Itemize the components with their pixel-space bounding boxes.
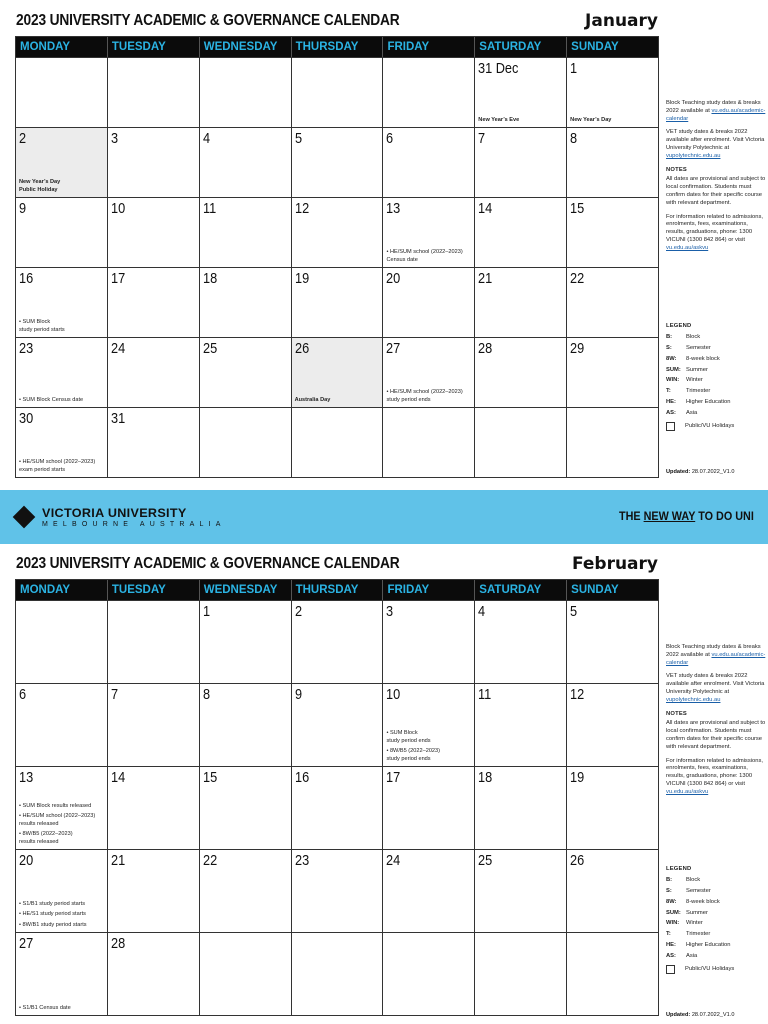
day-number: 8 (570, 130, 578, 147)
month-name: January (585, 11, 658, 31)
day-cell (567, 268, 658, 337)
week-row (16, 57, 658, 127)
day-cell (567, 850, 658, 932)
day-number: 31 (110, 410, 126, 427)
legend-value: Summer (686, 366, 708, 373)
week-row (16, 600, 658, 683)
day-number: 18 (202, 270, 217, 287)
tagline (619, 509, 754, 523)
legend-key: T: (666, 931, 671, 938)
legend-value: Semester (686, 888, 711, 895)
vu-logo-icon (13, 506, 36, 529)
day-cell (475, 601, 567, 683)
day-cell (16, 338, 108, 407)
legend-value: Block (686, 877, 701, 884)
event-note: • 8W/B5 (2022–2023) results released (19, 831, 73, 845)
holiday-label: Australia Day (294, 396, 331, 403)
empty-day-cell (108, 58, 200, 127)
calendar-february (0, 543, 768, 1024)
day-cell (475, 198, 567, 267)
day-cell (292, 338, 384, 407)
day-number: 3 (110, 130, 118, 147)
day-cell (16, 933, 108, 1015)
day-cell (567, 128, 658, 197)
day-cell (16, 767, 108, 849)
empty-day-cell (292, 58, 384, 127)
legend-value: Trimester (686, 931, 711, 938)
week-row (16, 197, 658, 267)
block-teaching-info (666, 644, 766, 667)
sidebar-info (666, 100, 766, 259)
weekday-wednesday: WEDNESDAY (200, 580, 292, 600)
day-number: 2 (294, 603, 302, 620)
day-number: 9 (294, 686, 302, 703)
day-number: 25 (478, 852, 493, 869)
legend-value: Block (686, 334, 701, 341)
weekday-friday: FRIDAY (383, 37, 475, 57)
day-number: 11 (202, 200, 216, 217)
sidebar-info (666, 644, 766, 803)
contact-text: For information related to admissions, enrolments, fees, examinations, results, graduations, phone: 1300 VICUNI (1300 842 864) or visit (666, 757, 763, 787)
day-events (19, 456, 105, 474)
day-number: 17 (110, 270, 126, 287)
block-teaching-info (666, 100, 766, 123)
weekday-thursday: THURSDAY (292, 580, 384, 600)
legend-value: Semester (686, 345, 711, 352)
holiday-swatch-icon (666, 422, 675, 431)
legend-item (666, 354, 766, 365)
day-number: 26 (294, 340, 309, 357)
event-note: • 8W/B1 study period starts (19, 921, 87, 928)
empty-day-cell (292, 933, 384, 1015)
block-teaching-text: Block Teaching study dates & breaks 2022 available at (666, 100, 761, 114)
weekday-monday: MONDAY (16, 37, 108, 57)
day-number: 16 (294, 769, 309, 786)
contact-info (666, 758, 766, 797)
day-cell (475, 268, 567, 337)
day-number: 10 (110, 200, 126, 217)
day-cell (567, 684, 658, 766)
day-number: 24 (110, 340, 126, 357)
legend-value: Higher Education (686, 942, 731, 949)
day-cell (108, 128, 200, 197)
day-events (19, 1002, 105, 1012)
empty-day-cell (108, 601, 200, 683)
legend (666, 866, 766, 975)
empty-day-cell (475, 933, 567, 1015)
notes-text: All dates are provisional and subject to local confirmation. Students must confirm dates for their specific course with relevant department. (666, 176, 766, 206)
day-cell (200, 601, 292, 683)
day-cell (475, 850, 567, 932)
day-number: 30 (19, 410, 34, 427)
legend-value: 8-week block (686, 898, 720, 905)
legend-key: S: (666, 888, 672, 895)
legend-key: 8W: (666, 898, 677, 905)
legend-key: 8W: (666, 355, 677, 362)
day-number: 16 (19, 270, 34, 287)
day-cell (200, 684, 292, 766)
day-number: 6 (386, 130, 394, 147)
event-note: • SUM Block Census date (19, 396, 84, 403)
day-cell (567, 767, 658, 849)
day-cell (16, 198, 108, 267)
legend-item (666, 951, 766, 962)
legend-key: B: (666, 877, 673, 884)
day-number: 19 (294, 270, 309, 287)
event-note: • SUM Block results released (19, 802, 92, 809)
day-number: 24 (386, 852, 401, 869)
day-cell (292, 850, 384, 932)
day-cell (475, 767, 567, 849)
day-cell (108, 850, 200, 932)
event-note: • S1/B1 study period starts (19, 900, 86, 907)
legend-heading: LEGEND (666, 866, 692, 872)
updated-label: Updated: (666, 469, 691, 475)
day-number: 4 (202, 130, 210, 147)
day-events (19, 179, 105, 194)
day-number: 21 (478, 270, 493, 287)
day-events (19, 316, 105, 334)
notes-text: All dates are provisional and subject to local confirmation. Students must confirm dates for their specific course with relevant department. (666, 720, 766, 750)
weekday-monday: MONDAY (16, 580, 108, 600)
holiday-swatch-icon (666, 965, 675, 974)
day-events (295, 397, 381, 404)
day-number: 7 (478, 130, 486, 147)
day-number: 3 (386, 603, 394, 620)
day-number: 31 Dec (478, 60, 519, 77)
legend-value: Higher Education (686, 399, 731, 406)
weekday-saturday: SATURDAY (475, 580, 567, 600)
day-cell (567, 198, 658, 267)
legend-item (666, 408, 766, 419)
event-note: • HE/SUM school (2022–2023) exam period starts (19, 459, 96, 473)
day-cell (475, 128, 567, 197)
logo-name: VICTORIA UNIVERSITY (42, 506, 187, 520)
day-cell (567, 601, 658, 683)
day-events (386, 727, 472, 763)
day-cell (16, 684, 108, 766)
legend-item (666, 876, 766, 887)
legend-item (666, 365, 766, 376)
legend-key: SUM: (666, 366, 681, 373)
updated-stamp (666, 469, 734, 475)
tagline-highlight: NEW WAY (643, 509, 696, 523)
day-cell (383, 684, 475, 766)
empty-day-cell (475, 408, 567, 477)
legend-item (666, 887, 766, 898)
day-number: 2 (19, 130, 27, 147)
vet-text: VET study dates & breaks 2022 available after enrolment. Visit Victoria University Polytechnic at (666, 673, 765, 695)
notes-heading: NOTES (666, 710, 687, 717)
day-number: 14 (478, 200, 493, 217)
day-cell (475, 338, 567, 407)
day-number: 28 (110, 935, 126, 952)
legend-key: HE: (666, 942, 676, 949)
legend-value: Winter (686, 920, 703, 927)
legend-heading: LEGEND (666, 323, 692, 329)
updated-stamp (666, 1012, 734, 1018)
day-events (570, 117, 656, 124)
month-grid (15, 36, 659, 478)
legend-value: Summer (686, 909, 708, 916)
legend-value: Asia (686, 952, 698, 959)
day-cell (108, 767, 200, 849)
weekday-tuesday: TUESDAY (108, 37, 200, 57)
day-number: 7 (110, 686, 118, 703)
day-events (19, 394, 105, 404)
weekday-friday: FRIDAY (383, 580, 475, 600)
day-cell (292, 128, 384, 197)
day-events (19, 800, 105, 846)
day-cell (200, 338, 292, 407)
day-cell (16, 408, 108, 477)
day-cell (108, 684, 200, 766)
day-cell (292, 268, 384, 337)
day-number: 23 (294, 852, 309, 869)
contact-info (666, 214, 766, 253)
day-cell (475, 58, 567, 127)
day-number: 12 (570, 686, 585, 703)
holiday-label: New Year’s Eve (478, 116, 520, 123)
weekday-header (16, 37, 658, 57)
logo-subtitle: MELBOURNE AUSTRALIA (42, 521, 226, 528)
day-cell (16, 850, 108, 932)
legend-key: AS: (666, 952, 676, 959)
legend-item (666, 398, 766, 409)
weekday-sunday: SUNDAY (571, 584, 619, 596)
week-row (16, 766, 658, 849)
legend-item-holidays (666, 421, 766, 432)
day-cell (383, 268, 475, 337)
day-number: 23 (19, 340, 34, 357)
day-number: 25 (202, 340, 217, 357)
empty-day-cell (16, 601, 108, 683)
legend-item (666, 387, 766, 398)
legend-item (666, 376, 766, 387)
day-cell (108, 198, 200, 267)
day-cell (383, 850, 475, 932)
empty-day-cell (567, 933, 658, 1015)
legend-key: HE: (666, 399, 676, 406)
event-note: • HE/SUM school (2022–2023) study period ends (386, 389, 463, 403)
day-events (386, 246, 472, 264)
event-note: • SUM Block study period starts (19, 319, 65, 333)
legend-key: SUM: (666, 909, 681, 916)
legend-item (666, 919, 766, 930)
calendar-title: 2023 UNIVERSITY ACADEMIC & GOVERNANCE CALENDAR (16, 555, 400, 572)
day-number: 11 (478, 686, 492, 703)
day-cell (200, 767, 292, 849)
weekday-wednesday: WEDNESDAY (200, 37, 292, 57)
day-cell (383, 338, 475, 407)
legend-value: Trimester (686, 388, 711, 395)
month-grid (15, 579, 659, 1016)
polytechnic-link[interactable]: vupolytechnic.edu.au (666, 152, 721, 159)
day-cell (475, 684, 567, 766)
day-number: 19 (570, 769, 585, 786)
askvu-link[interactable]: vu.edu.au/askvu (666, 788, 709, 795)
day-number: 8 (202, 686, 210, 703)
legend (666, 323, 766, 432)
university-banner (0, 490, 768, 544)
weekday-thursday: THURSDAY (292, 37, 384, 57)
day-cell (16, 128, 108, 197)
holiday-label: New Year’s Day (570, 116, 612, 123)
legend-item (666, 897, 766, 908)
day-number: 15 (570, 200, 585, 217)
notes-heading: NOTES (666, 166, 687, 173)
updated-label: Updated: (666, 1012, 691, 1018)
day-cell (292, 684, 384, 766)
day-number: 13 (19, 769, 34, 786)
legend-item (666, 930, 766, 941)
day-number: 18 (478, 769, 493, 786)
day-events (386, 386, 472, 404)
day-cell (567, 338, 658, 407)
day-events (478, 117, 564, 124)
day-number: 21 (110, 852, 126, 869)
empty-day-cell (383, 58, 475, 127)
tagline-post: TO DO UNI (695, 509, 754, 523)
week-row (16, 683, 658, 766)
day-number: 14 (110, 769, 126, 786)
day-cell (383, 128, 475, 197)
event-note: • HE/SUM school (2022–2023) results released (19, 813, 96, 827)
day-cell (292, 601, 384, 683)
day-number: 9 (19, 200, 27, 217)
week-row (16, 849, 658, 932)
updated-value: 28.07.2022_V1.0 (691, 1012, 735, 1018)
empty-day-cell (567, 408, 658, 477)
day-number: 26 (570, 852, 585, 869)
legend-value: 8-week block (686, 355, 720, 362)
calendar-january (0, 0, 768, 490)
day-number: 17 (386, 769, 401, 786)
event-note: • SUM Block study period ends (386, 730, 431, 744)
vet-info (666, 673, 766, 704)
legend-key: S: (666, 345, 672, 352)
week-row (16, 337, 658, 407)
legend-value: Public/VU Holidays (685, 965, 735, 972)
legend-item (666, 908, 766, 919)
day-cell (108, 338, 200, 407)
academic-calendar-link[interactable]: vu.edu.au/academic-calendar (666, 107, 766, 122)
day-events (19, 898, 105, 929)
empty-day-cell (16, 58, 108, 127)
contact-text: For information related to admissions, enrolments, fees, examinations, results, graduations, phone: 1300 VICUNI (1300 842 864) or visit (666, 213, 763, 243)
month-name: February (571, 554, 658, 574)
day-number: 27 (19, 935, 34, 952)
day-cell (383, 198, 475, 267)
day-number: 20 (386, 270, 401, 287)
day-cell (567, 58, 658, 127)
legend-item (666, 941, 766, 952)
day-cell (200, 198, 292, 267)
day-number: 5 (294, 130, 302, 147)
day-cell (108, 268, 200, 337)
legend-value: Asia (686, 409, 698, 416)
day-cell (200, 268, 292, 337)
legend-key: T: (666, 388, 671, 395)
askvu-link[interactable]: vu.edu.au/askvu (666, 244, 709, 251)
empty-day-cell (200, 408, 292, 477)
day-cell (383, 767, 475, 849)
event-note: • HE/SUM school (2022–2023) Census date (386, 249, 463, 263)
weekday-saturday: SATURDAY (475, 37, 567, 57)
day-number: 15 (202, 769, 217, 786)
weekday-sunday: SUNDAY (571, 41, 619, 53)
day-cell (108, 408, 200, 477)
academic-calendar-link[interactable]: vu.edu.au/academic-calendar (666, 651, 766, 666)
day-number: 1 (570, 60, 578, 77)
day-number: 27 (386, 340, 401, 357)
event-note: • S1/B1 Census date (19, 1004, 71, 1011)
week-row (16, 407, 658, 477)
legend-item-holidays (666, 964, 766, 975)
day-number: 10 (386, 686, 401, 703)
day-number: 28 (478, 340, 493, 357)
day-cell (16, 268, 108, 337)
week-row (16, 127, 658, 197)
legend-key: AS: (666, 409, 676, 416)
day-number: 20 (19, 852, 34, 869)
updated-value: 28.07.2022_V1.0 (691, 469, 735, 475)
day-number: 1 (202, 603, 210, 620)
vet-info (666, 129, 766, 160)
weekday-header (16, 580, 658, 600)
tagline-pre: THE (619, 509, 644, 523)
day-cell (200, 128, 292, 197)
week-row (16, 267, 658, 337)
empty-day-cell (200, 933, 292, 1015)
legend-value: Public/VU Holidays (685, 422, 735, 429)
holiday-label: New Year’s Day Public Holiday (19, 179, 61, 193)
event-note: • HE/S1 study period starts (19, 911, 86, 918)
vet-text: VET study dates & breaks 2022 available after enrolment. Visit Victoria University Polytechnic at (666, 129, 765, 151)
legend-item (666, 344, 766, 355)
legend-key: B: (666, 334, 673, 341)
event-note: • 8W/B5 (2022–2023) study period ends (386, 748, 441, 762)
empty-day-cell (383, 408, 475, 477)
legend-key: WIN: (666, 377, 680, 384)
day-number: 5 (570, 603, 578, 620)
legend-value: Winter (686, 377, 703, 384)
day-number: 4 (478, 603, 486, 620)
day-number: 6 (19, 686, 27, 703)
day-number: 22 (570, 270, 585, 287)
block-teaching-text: Block Teaching study dates & breaks 2022 available at (666, 644, 761, 658)
empty-day-cell (200, 58, 292, 127)
week-row (16, 932, 658, 1015)
day-cell (383, 601, 475, 683)
weekday-tuesday: TUESDAY (108, 580, 200, 600)
day-cell (292, 198, 384, 267)
legend-item (666, 333, 766, 344)
day-number: 13 (386, 200, 401, 217)
day-number: 29 (570, 340, 585, 357)
day-cell (292, 767, 384, 849)
polytechnic-link[interactable]: vupolytechnic.edu.au (666, 696, 721, 703)
day-number: 12 (294, 200, 309, 217)
day-number: 22 (202, 852, 217, 869)
empty-day-cell (383, 933, 475, 1015)
calendar-title: 2023 UNIVERSITY ACADEMIC & GOVERNANCE CALENDAR (16, 12, 400, 29)
legend-key: WIN: (666, 920, 680, 927)
empty-day-cell (292, 408, 384, 477)
day-cell (108, 933, 200, 1015)
day-cell (200, 850, 292, 932)
